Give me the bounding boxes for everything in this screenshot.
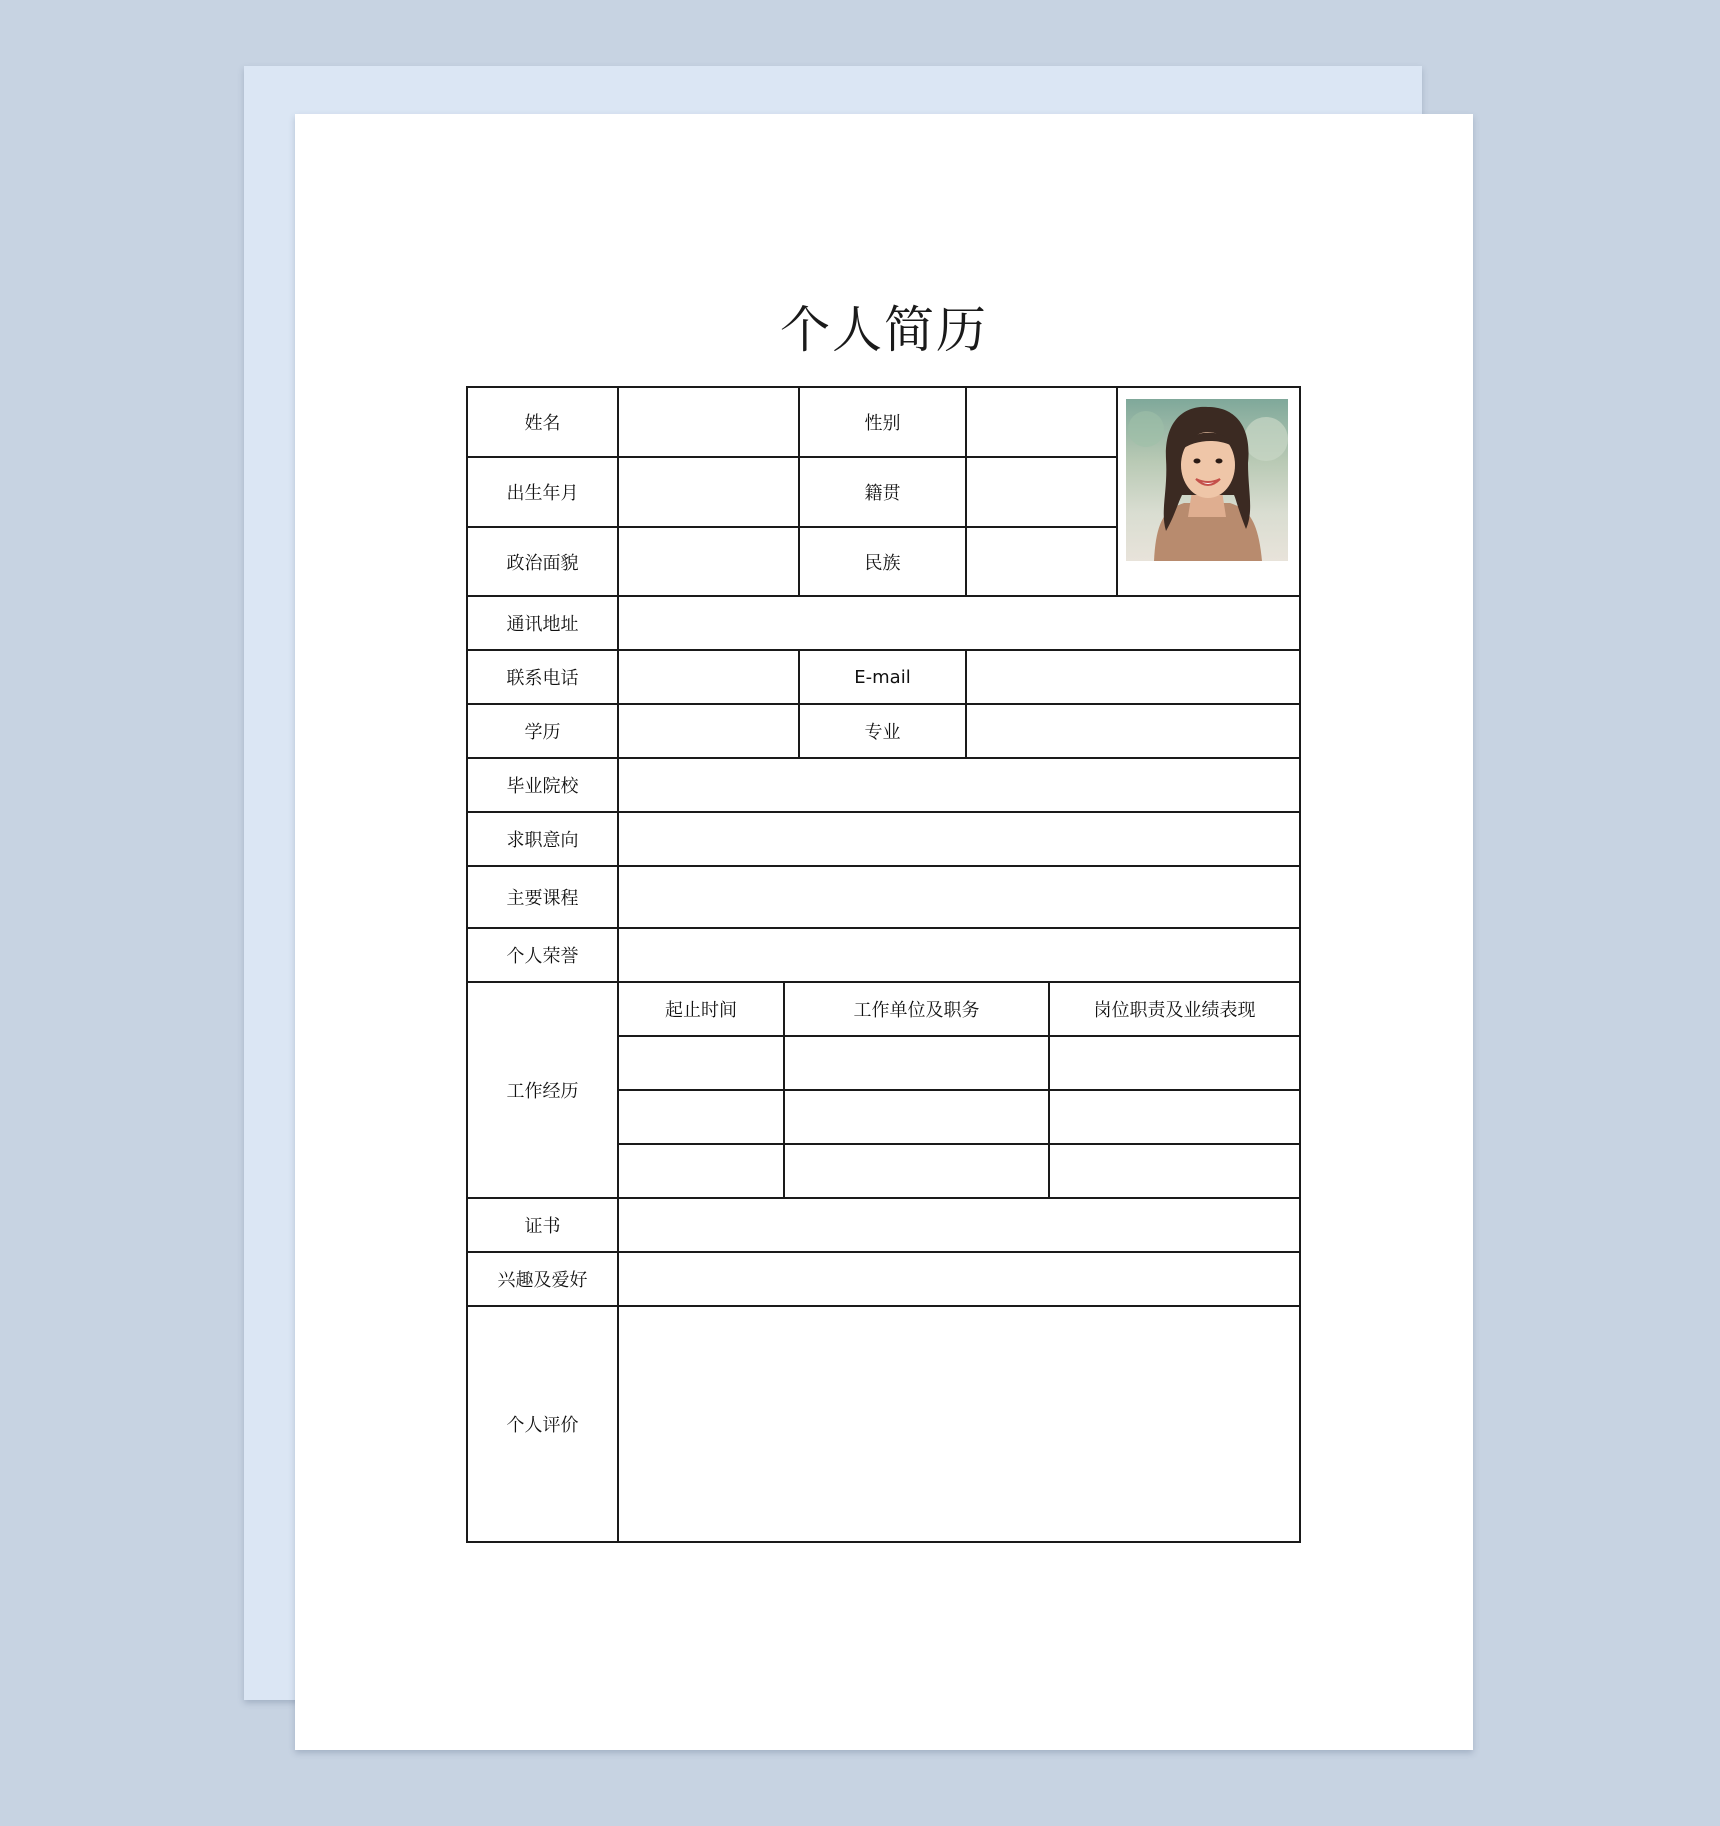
objective-field[interactable] (618, 812, 1300, 866)
courses-label: 主要课程 (467, 866, 618, 928)
row-honors (467, 928, 1300, 982)
row-certificate (467, 1198, 1300, 1252)
education-field[interactable] (618, 704, 799, 758)
phone-field[interactable] (618, 650, 799, 704)
work-duties-field[interactable] (1049, 1090, 1300, 1144)
address-field[interactable] (618, 596, 1300, 650)
gender-field[interactable] (966, 387, 1117, 457)
phone-label: 联系电话 (467, 650, 618, 704)
ethnicity-label: 民族 (799, 527, 966, 596)
work-employer-field[interactable] (784, 1144, 1049, 1198)
row-hobbies (467, 1252, 1300, 1306)
photo-cell (1117, 387, 1300, 596)
hobbies-field[interactable] (618, 1252, 1300, 1306)
work-employer-field[interactable] (784, 1090, 1049, 1144)
courses-field[interactable] (618, 866, 1300, 928)
work-employer-field[interactable] (784, 1036, 1049, 1090)
major-label: 专业 (799, 704, 966, 758)
row-phone (467, 650, 1300, 704)
political-field[interactable] (618, 527, 799, 596)
certificate-label: 证书 (467, 1198, 618, 1252)
name-field[interactable] (618, 387, 799, 457)
major-field[interactable] (966, 704, 1300, 758)
email-label: E-mail (799, 650, 966, 704)
honors-label: 个人荣誉 (467, 928, 618, 982)
ethnicity-field[interactable] (966, 527, 1117, 596)
certificate-field[interactable] (618, 1198, 1300, 1252)
row-name (467, 387, 1300, 457)
work-period-field[interactable] (618, 1090, 784, 1144)
name-label: 姓名 (467, 387, 618, 457)
row-education (467, 704, 1300, 758)
objective-label: 求职意向 (467, 812, 618, 866)
email-field[interactable] (966, 650, 1300, 704)
evaluation-label: 个人评价 (467, 1306, 618, 1542)
hobbies-label: 兴趣及爱好 (467, 1252, 618, 1306)
political-label: 政治面貌 (467, 527, 618, 596)
resume-table (466, 386, 1301, 1543)
native-field[interactable] (966, 457, 1117, 527)
row-work-header (467, 982, 1300, 1036)
row-school (467, 758, 1300, 812)
birth-label: 出生年月 (467, 457, 618, 527)
work-header-period: 起止时间 (618, 982, 784, 1036)
profile-photo (1126, 399, 1288, 561)
gender-label: 性别 (799, 387, 966, 457)
work-period-field[interactable] (618, 1036, 784, 1090)
work-header-employer: 工作单位及职务 (784, 982, 1049, 1036)
work-duties-field[interactable] (1049, 1144, 1300, 1198)
row-evaluation (467, 1306, 1300, 1542)
document-title: 个人简历 (780, 301, 988, 359)
school-label: 毕业院校 (467, 758, 618, 812)
education-label: 学历 (467, 704, 618, 758)
birth-field[interactable] (618, 457, 799, 527)
honors-field[interactable] (618, 928, 1300, 982)
work-label: 工作经历 (467, 982, 618, 1198)
work-period-field[interactable] (618, 1144, 784, 1198)
row-courses (467, 866, 1300, 928)
evaluation-field[interactable] (618, 1306, 1300, 1542)
row-objective (467, 812, 1300, 866)
work-header-duties: 岗位职责及业绩表现 (1049, 982, 1300, 1036)
address-label: 通讯地址 (467, 596, 618, 650)
work-duties-field[interactable] (1049, 1036, 1300, 1090)
native-label: 籍贯 (799, 457, 966, 527)
school-field[interactable] (618, 758, 1300, 812)
row-address (467, 596, 1300, 650)
